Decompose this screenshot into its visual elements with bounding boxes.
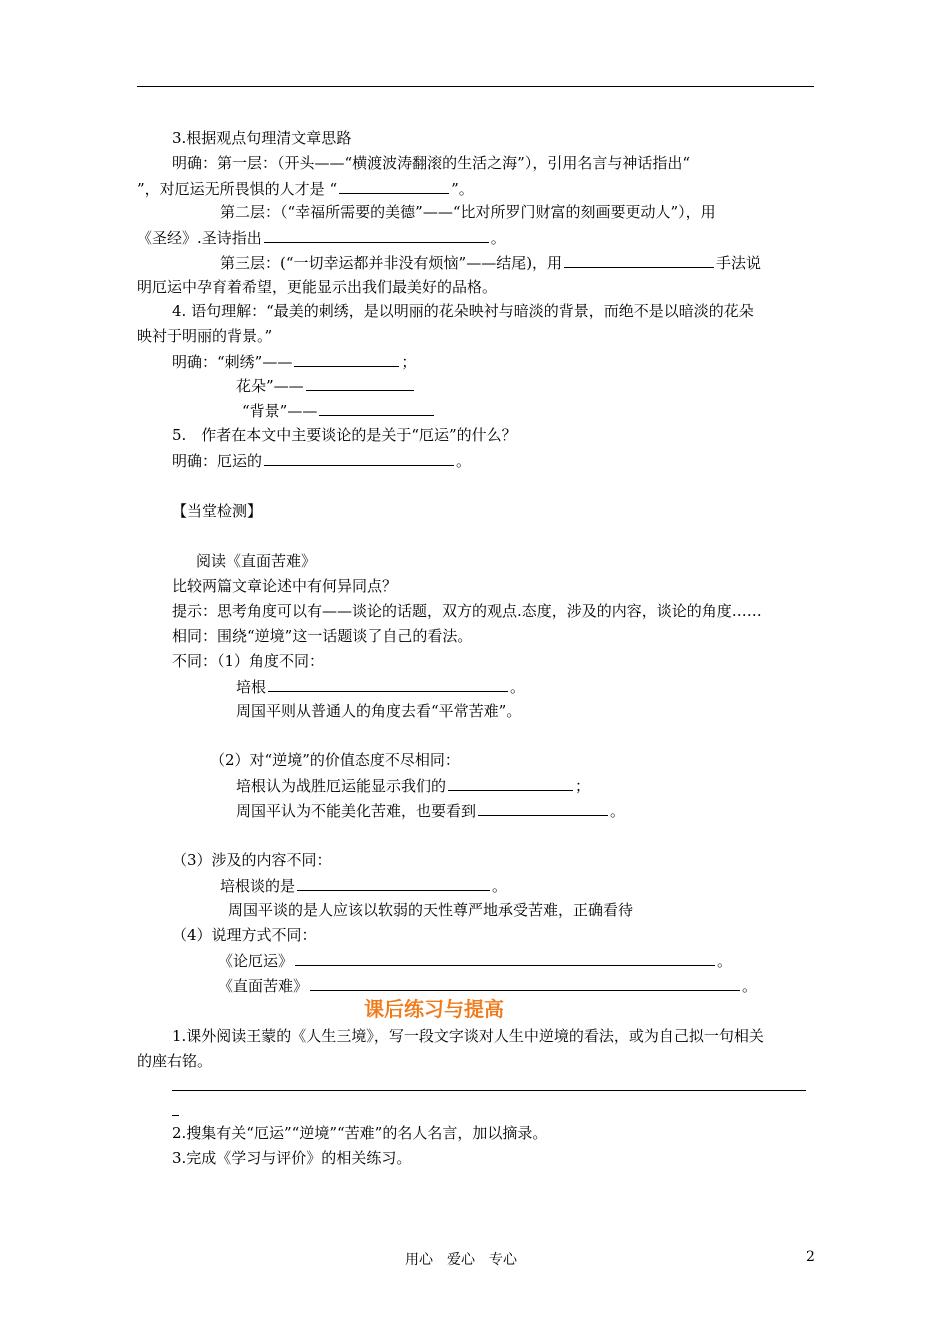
zhou-attitude: 周国平认为不能美化苦难，也要看到 。 [236,802,626,820]
point-4-cont: 映衬于明丽的背景。” [137,327,273,345]
point-5-answer: 明确：厄运的 。 [172,452,472,470]
answer-blank[interactable] [339,178,449,194]
exercise-1-cont: 的座右铭。 [137,1052,213,1070]
layer2-line-cont: 《圣经》.圣诗指出 。 [137,229,506,247]
answer-blank[interactable] [294,351,399,367]
layer3-line: 第三层：(“一切幸运都并非没有烦恼”——结尾)，用 手法说 [220,254,762,272]
answer-blank[interactable] [310,975,740,991]
bacon-attitude: 培根认为战胜厄运能显示我们的 ； [236,777,591,795]
answer-blank[interactable] [448,775,573,791]
point-4: 4. 语句理解：“最美的刺绣，是以明丽的花朵映衬与暗淡的背景，而绝不是以暗淡的花朵 [172,302,754,320]
layer2-line: 第二层：（“幸福所需要的美德”——“比对所罗门财富的刻画要更动人”），用 [220,203,716,221]
on-adversity-line: 《论厄运》 。 [218,952,733,970]
point-5: 5. 作者在本文中主要谈论的是关于“厄运”的什么？ [172,426,517,444]
question: 比较两篇文章论述中有何异同点？ [172,577,398,595]
section-title: 【当堂检测】 [172,502,263,520]
answer-blank[interactable] [264,450,454,466]
bacon-angle: 培根 。 [236,678,526,696]
difference-1: 不同：（1）角度不同： [172,652,325,670]
exercise-2: 2.搜集有关“厄运”“逆境”“苦难”的名人名言，加以摘录。 [172,1124,548,1142]
difference-3: （3）涉及的内容不同： [172,851,332,869]
answer-blank[interactable] [297,875,490,891]
answer-blank[interactable] [295,950,715,966]
embroidery-line: 明确：“刺绣”—— ； [172,353,417,371]
reading-title: 阅读《直面苦难》 [196,552,317,570]
point-3: 3.根据观点句理清文章思路 [172,129,352,147]
answer-blank[interactable] [264,227,489,243]
exercise-heading: 课后练习与提高 [364,997,504,1021]
flower-line: 花朵”—— [236,375,416,396]
answer-blank[interactable] [564,252,714,268]
exercise-3: 3.完成《学习与评价》的相关练习。 [172,1149,412,1167]
answer-blank[interactable] [319,400,434,416]
zhou-angle: 周国平则从普通人的角度去看“平常苦难”。 [236,702,522,720]
layer1-line-cont: ”，对厄运无所畏惧的人才是 “ ”。 [137,180,474,198]
difference-2: （2）对“逆境”的价值态度不尽相同： [210,751,460,769]
exercise-1: 1.课外阅读王蒙的《人生三境》，写一段文字谈对人生中逆境的看法，或为自己拟一句相关 [172,1027,764,1045]
header-rule [137,86,814,87]
facing-suffering-line: 《直面苦难》 。 [218,977,758,995]
answer-blank[interactable] [478,800,608,816]
writing-line[interactable] [172,1090,806,1091]
difference-4: （4）说理方式不同： [172,926,317,944]
writing-line-end [172,1115,179,1116]
layer1-line: 明确：第一层：（开头——“横渡波涛翻滚的生活之海”），引用名言与神话指出“ [172,154,691,172]
answer-blank[interactable] [306,375,414,391]
background-line: “背景”—— [242,400,436,421]
zhou-content: 周国平谈的是人应该以软弱的天性尊严地承受苦难，正确看待 [228,901,634,919]
layer3-line-cont: 明厄运中孕育着希望，更能显示出我们最美好的品格。 [137,278,498,296]
bacon-content: 培根谈的是 。 [220,877,508,895]
page-number: 2 [806,1249,815,1265]
answer-blank[interactable] [268,676,508,692]
similarity: 相同：围绕“逆境”这一话题谈了自己的看法。 [172,627,473,645]
footer-motto: 用心 爱心 专心 [405,1252,517,1268]
hint: 提示：思考角度可以有——谈论的话题，双方的观点.态度，涉及的内容，谈论的角度…… [172,602,762,620]
